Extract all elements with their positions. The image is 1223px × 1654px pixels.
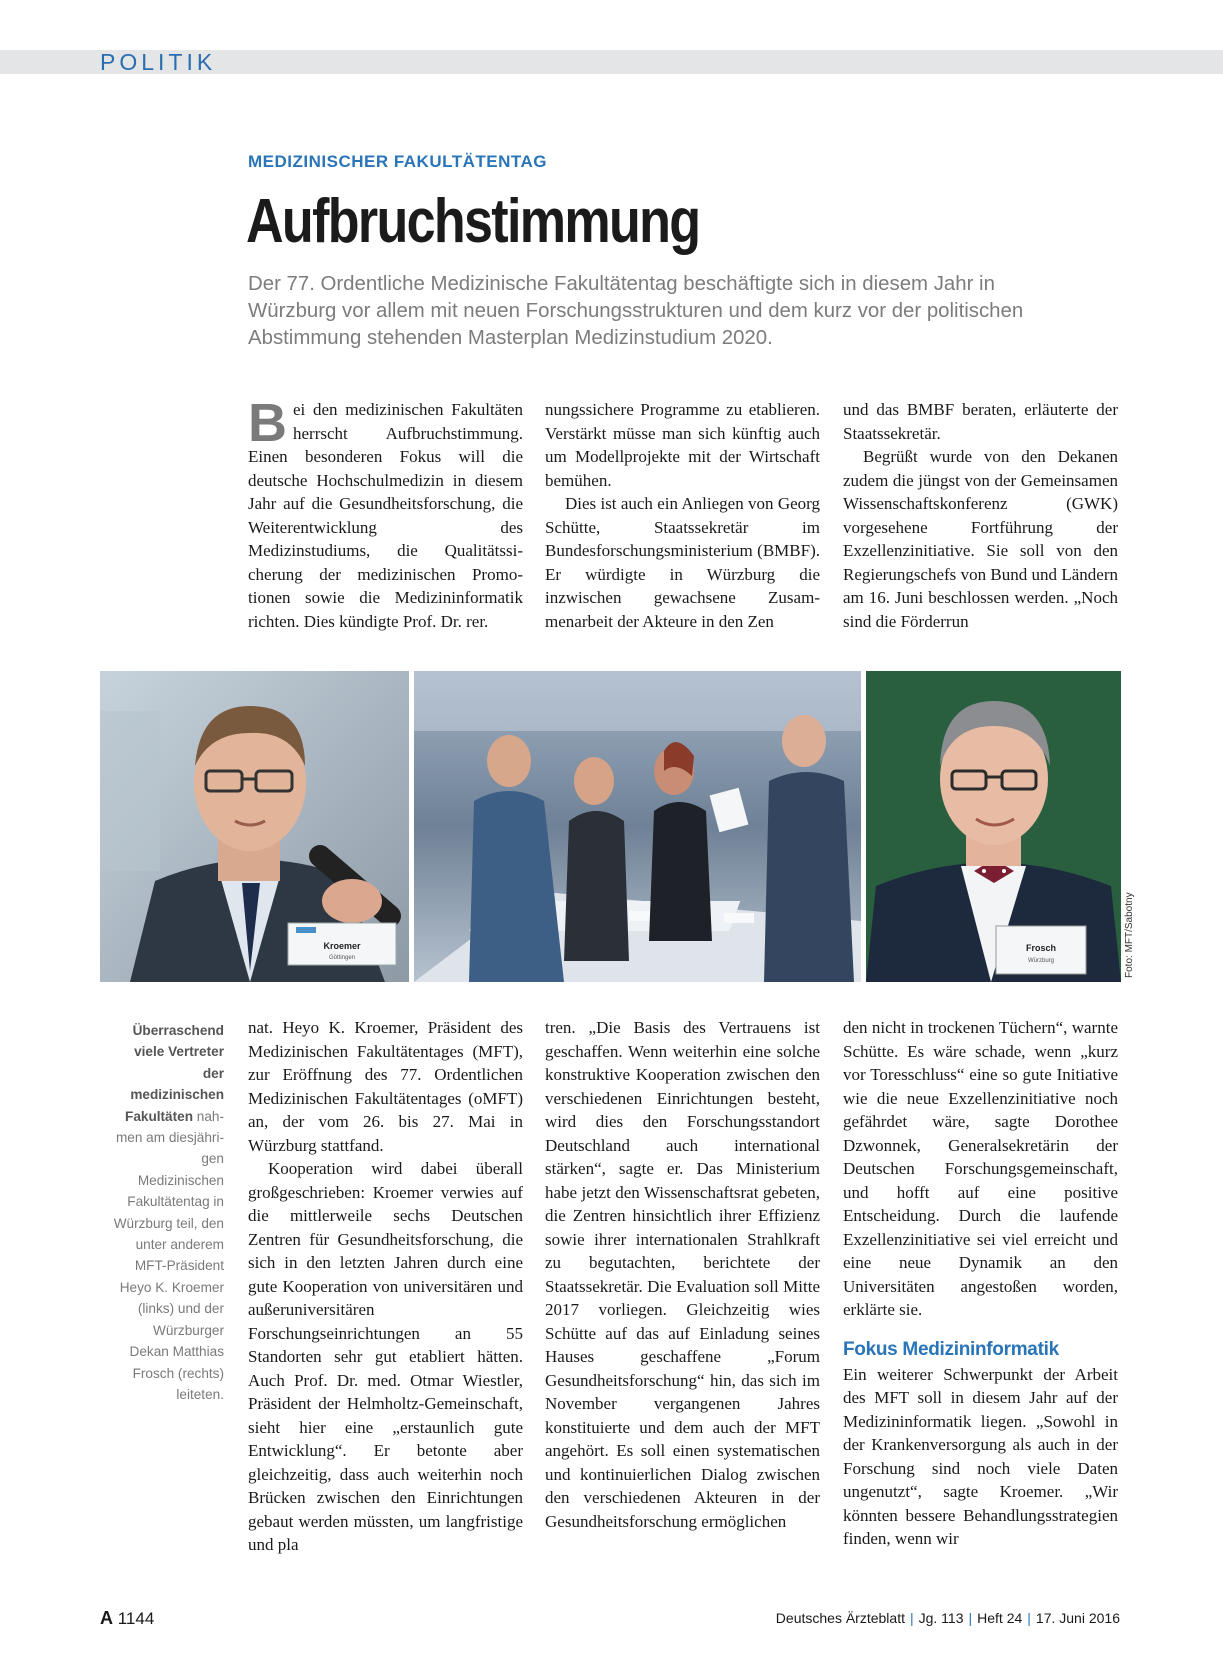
top-column-2 bbox=[545, 398, 820, 638]
paragraph: tren. „Die Basis des Vertrauens ist geschaffen. Wenn weiterhin eine solche konstruktive Kooperation zwischen den verschiedenen Einrichtungen besteht, wird dies den Forschungsstandort Deutschland auch international stärken“, sagte er. Das Ministerium habe jetzt den Wissenschaftsrat gebeten, die Zentren hinsichtlich ihrer Effizienz sowie ihrer internationalen Strahlkraft zu begutachten, berichtete der Staatssekretär. Die Evaluation soll Mitte 2017 vorliegen. Gleichzeitig wies Schütte auf das auf Einladung seines Hauses geschaffene „Forum Gesundheitsforschung“ hin, das sich im November vergangenen Jahres konstituierte und dem auch der MFT angehört. Es soll einen systematischen und kontinuierlichen Dialog zwischen den verschiedenen Akteuren in der Gesundheitsforschung ermöglichen bbox=[545, 1018, 820, 1531]
paragraph: und das BMBF beraten, erläuterte der Staatssekretär. bbox=[843, 400, 1118, 443]
caption-lead: Überraschend viele Vertreter der medizinischen Fakultäten bbox=[125, 1023, 224, 1124]
paragraph: Ein weiterer Schwerpunkt der Arbeit des MFT soll in diesem Jahr auf der Medizininformatik liegen. „Sowohl in der Krankenversorgung als auch in der Forschung sind noch viele Daten ungenutzt“, sagte Kroemer. „Wir könnten bessere Behandlungsstrategien finden, wenn wir bbox=[843, 1364, 1118, 1548]
journal-name: Deutsches Ärzteblatt bbox=[775, 1610, 905, 1626]
bottom-column-3 bbox=[843, 1016, 1118, 1556]
subheading: Fokus Medizininformatik bbox=[843, 1338, 1059, 1360]
photo-kroemer bbox=[100, 671, 409, 982]
journal-date: 17. Juni 2016 bbox=[1035, 1610, 1120, 1626]
photo-credit: Foto: MFT/Sabotny bbox=[1124, 892, 1135, 978]
journal-volume: Jg. 113 bbox=[918, 1610, 964, 1626]
bottom-column-2 bbox=[545, 1016, 820, 1556]
bottom-column-1 bbox=[248, 1016, 523, 1556]
photo-crowd bbox=[414, 671, 861, 982]
photo-frosch bbox=[866, 671, 1121, 982]
separator: | bbox=[1027, 1610, 1031, 1626]
drop-cap: B bbox=[248, 398, 287, 453]
article-lead: Der 77. Ordentliche Medizinische Fakultätentag beschäftigte sich in diesem Jahr in Würzburg vor allem mit neuen Forschungsstrukturen und dem kurz vor der politischen Abstimmung stehenden Masterplan Medizinstudium 2020. bbox=[248, 273, 1024, 349]
photo-frosch-image bbox=[866, 671, 1121, 982]
page-number bbox=[100, 1608, 154, 1629]
photo-caption bbox=[112, 1020, 224, 1405]
paragraph: nat. Heyo K. Kroemer, Präsident des Medizinischen Fakultätentages (MFT), zur Eröffnung des 77. Ordentlichen Medizinischen Fakultätentages (oMFT) an, der vom 26. bis 27. Mai in Würzburg stattfand. bbox=[248, 1018, 523, 1155]
paragraph: Begrüßt wurde von den Dekanen zudem die jüngst von der Gemeinsamen Wissenschaftskonferenz (GWK) vorgesehene Fortführung der Exzellenzinitiative. Sie soll von den Regierungschefs von Bund und Ländern am 16. Juni beschlossen werden. „Noch sind die Förderrun bbox=[843, 447, 1118, 631]
page-prefix: A bbox=[100, 1608, 113, 1628]
nameplate-left: Kroemer bbox=[323, 941, 361, 951]
paragraph: Kooperation wird dabei überall großgeschrieben: Kroemer verwies auf die mittlerweile sechs Deutschen Zentren für Gesundheitsforschung, die sich in den letzten Jahren durch eine gute Kooperation von universitären und außeruniversitären Forschungseinrichtungen an 55 Standorten sehr gut etabliert hätten. Auch Prof. Dr. med. Otmar Wiestler, Präsident der Helmholtz-Gemeinschaft, sieht hier eine „erstaunlich gute Entwicklung“. Er betonte aber gleichzeitig, dass auch weiterhin noch Brücken zwischen den Einrichtungen gebaut werden müssten, um langfristige und pla bbox=[248, 1159, 523, 1554]
caption-text: nahmen am diesjährigen Medizinischen Fakultätentag in Würzburg teil, den unter anderem MFT-Präsident Heyo K. Kroemer (links) und der Würzburger Dekan Matthias Frosch (rechts) leiteten. bbox=[113, 1108, 224, 1402]
paragraph: nungssichere Programme zu etablieren. Verstärkt müsse man sich künftig auch um Modellprojekte mit der Wirtschaft bemühen. bbox=[545, 400, 820, 490]
separator: | bbox=[909, 1610, 914, 1626]
page-number-value: 1144 bbox=[117, 1609, 155, 1628]
footer-journal-info bbox=[776, 1610, 1120, 1626]
nameplate-right: Frosch bbox=[1025, 943, 1057, 953]
nameplate-right-sub: Würzburg bbox=[1027, 958, 1055, 964]
article-headline: Aufbruchstimmung bbox=[246, 187, 700, 256]
journal-issue: Heft 24 bbox=[977, 1610, 1023, 1626]
photo-kroemer-image bbox=[100, 671, 409, 982]
top-column-3 bbox=[843, 398, 1118, 638]
paragraph: Dies ist auch ein Anliegen von Georg Schütte, Staatssekretär im Bundesforschungsministerium (BMBF). Er würdigte in Würzburg die inzwischen gewachsene Zusammenarbeit der Akteure in den Zen bbox=[545, 494, 820, 631]
paragraph: ei den medizinischen Fakultäten herrscht Aufbruchstimmung. Einen besonderen Fokus will die deutsche Hochschulmedizin in diesem Jahr auf die Gesundheitsforschung, die Weiterentwicklung des Medizinstudiums, die Qualitätssicherung der medizinischen Promotionen sowie die Medizininformatik richten. Dies kündigte Prof. Dr. rer. bbox=[248, 400, 523, 631]
photo-crowd-image bbox=[414, 671, 861, 982]
top-column-1 bbox=[248, 398, 523, 638]
paragraph: den nicht in trockenen Tüchern“, warnte Schütte. Es wäre schade, wenn „kurz vor Toresschluss“ eine so gute Initiative wie die neue Exzellenzinitiative noch gefährdet wäre, sagte Dorothee Dzwonnek, Generalsekretärin der Deutschen Forschungsgemeinschaft, und hofft auf eine positive Entscheidung. Durch die laufende Exzellenzinitiative sei viel erreicht und eine neue Dynamik an den Universitäten angestoßen worden, erklärte sie. bbox=[843, 1018, 1118, 1319]
section-label: POLITIK bbox=[100, 49, 217, 75]
separator: | bbox=[968, 1610, 973, 1626]
article-kicker: MEDIZINISCHER FAKULTÄTENTAG bbox=[248, 152, 548, 171]
nameplate-left-sub: Göttingen bbox=[328, 955, 356, 961]
